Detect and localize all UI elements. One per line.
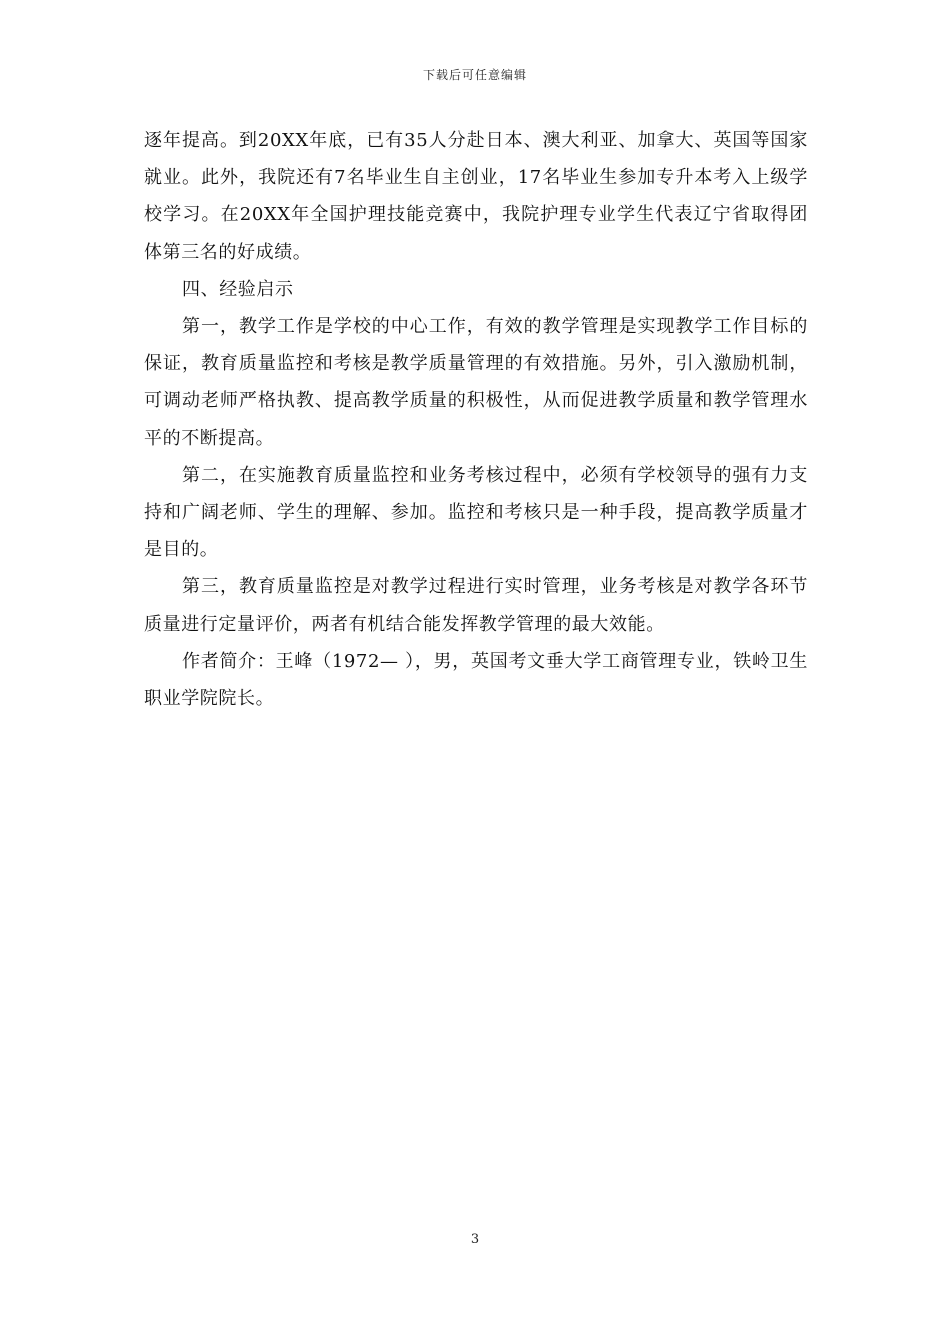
paragraph-third-point: 第三，教育质量监控是对教学过程进行实时管理，业务考核是对教学各环节质量进行定量评价，两者有机结合能发挥教学管理的最大效能。 [144, 576, 808, 635]
page-number: 3 [470, 1232, 480, 1247]
paragraph-continuation: 逐年提高。到20XX年底，已有35人分赴日本、澳大利亚、加拿大、英国等国家就业。此外，我院还有7名毕业生自主创业，17名毕业生参加专升本考入上级学校学习。在20XX年全国护理技能竞赛中，我院护理专业学生代表辽宁省取得团体第三名的好成绩。 [144, 130, 808, 263]
paragraph-second-point: 第二，在实施教育质量监控和业务考核过程中，必须有学校领导的强有力支持和广阔老师、学生的理解、参加。监控和考核只是一种手段，提高教学质量才是目的。 [144, 464, 808, 561]
paragraph-first-point: 第一，教学工作是学校的中心工作，有效的教学管理是实现教学工作目标的保证，教育质量监控和考核是教学质量管理的有效措施。另外，引入激励机制，可调动老师严格执教、提高教学质量的积极性，从而促进教学质量和教学管理水平的不断提高。 [144, 316, 808, 449]
author-bio: 作者简介：王峰（1972— ），男，英国考文垂大学工商管理专业，铁岭卫生职业学院院长。 [144, 650, 808, 710]
page-header: 下载后可任意编辑 [422, 68, 527, 82]
document-body [144, 122, 808, 717]
section-heading-experience: 四、经验启示 [182, 278, 294, 300]
